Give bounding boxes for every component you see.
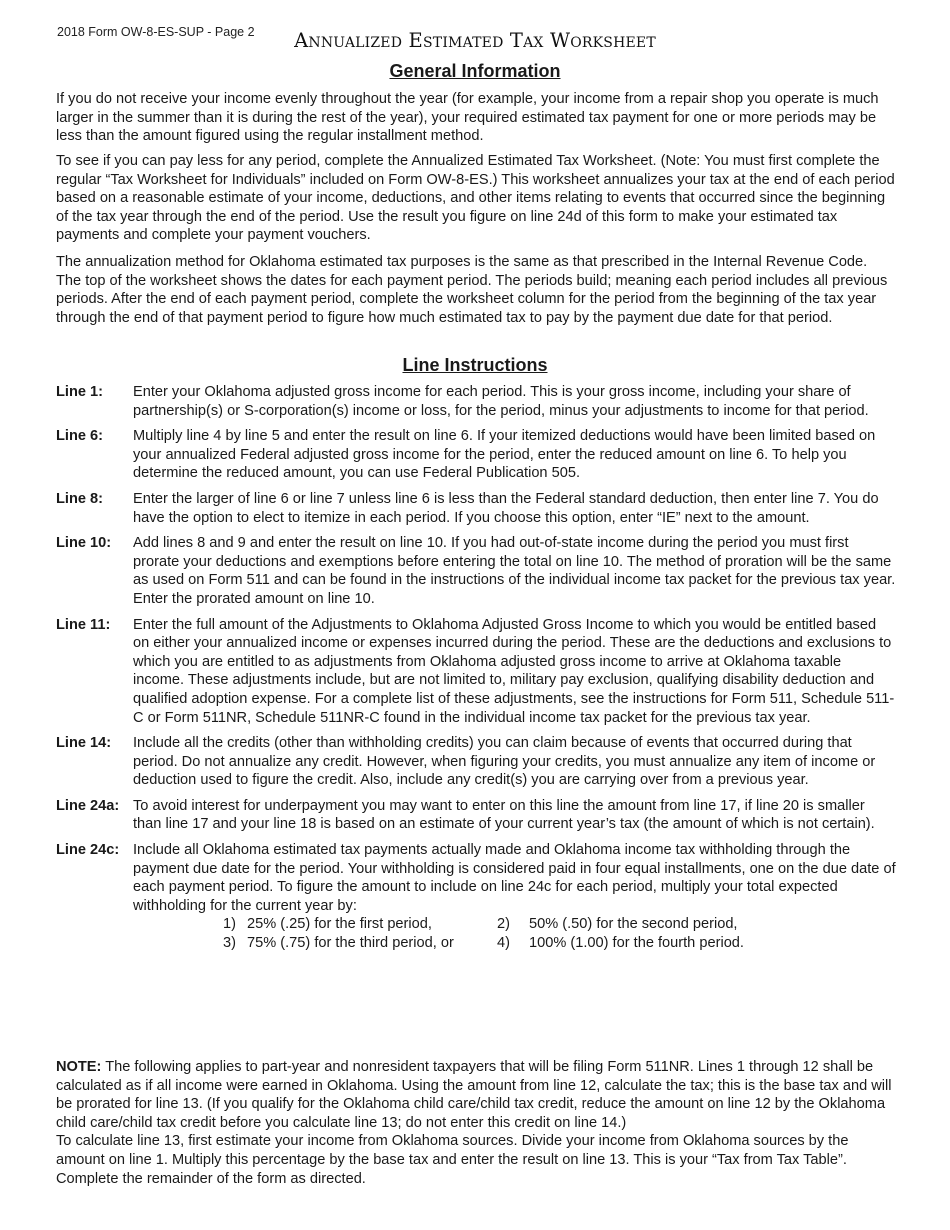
general-paragraph-3: The annualization method for Oklahoma estimated tax purposes is the same as that prescribed in the Internal Revenue Code. The top of the worksheet shows the dates for each payment period. The periods build; meaning each period includes all previous periods. After the end of each payment period, complete the worksheet column for the period from the beginning of the tax year through the end of that payment period to figure how much estimated tax to pay by the payment due date for that period. [56, 254, 888, 326]
line-text: Multiply line 4 by line 5 and enter the result on line 6. If your itemized deductions would have been limited based on your annualized Federal adjusted gross income for the period, enter the reduced amount on line 6. To help you determine the reduced amount, you can use Federal Publication 505. [133, 428, 876, 482]
line-label: Line 24c: [56, 842, 120, 859]
line-instruction-item [56, 383, 896, 420]
line-text-with-percentages [133, 841, 896, 953]
line-label: Line 11: [56, 616, 111, 633]
note-text: The following applies to part-year and nonresident taxpayers that will be filing Form 511NR. Lines 1 through 12 shall be calculated as if all income were earned in Oklahoma. Using the amount from line 12, calculate the tax; this is the base tax and will be prorated for line 13. (If you qualify for the Oklahoma child care/child tax credit, reduce the amount on line 12 by the Oklahoma child care/child tax credit before you calculate line 13; do not enter this credit on line 14.) [56, 1059, 892, 1131]
line-instruction-item [56, 797, 896, 834]
percentage-text: 75% (.75) for the third period, or [247, 935, 454, 952]
percentage-number: 3) [223, 935, 236, 952]
withholding-percentage-list [223, 915, 896, 952]
line-instruction-item [56, 490, 896, 527]
line-label: Line 8: [56, 490, 104, 507]
percentage-text: 100% (1.00) for the fourth period. [529, 935, 744, 952]
line-text: Include all Oklahoma estimated tax payments actually made and Oklahoma income tax withholding through the payment due date for the period. Your withholding is considered paid in four equal installments, one on the due date of each payment period. To figure the amount to include on line 24c for each period, multiply your total expected withholding for the current year by: [133, 842, 896, 914]
line-instructions-heading: Line Instructions [402, 355, 548, 375]
line-label: Line 6: [56, 428, 104, 445]
line-label: Line 10: [56, 535, 112, 552]
line-instruction-item [56, 841, 896, 953]
line-instruction-item [56, 734, 896, 790]
page-title: Annualized Estimated Tax Worksheet [294, 29, 656, 52]
line-instruction-item [56, 616, 896, 728]
note-label: NOTE: [56, 1059, 102, 1075]
line-text: Include all the credits (other than withholding credits) you can claim because of events that occurred during that period. Do not annualize any credit. However, when figuring your credits, you must annualize any item of income or deduction used to figure the credit. Also, include any credit(s) you are carrying over from a previous year. [133, 735, 876, 789]
general-paragraph-1: If you do not receive your income evenly throughout the year (for example, your income from a repair shop you operate is much larger in the summer than it is during the rest of the year), your required estimated tax payment for one or more periods may be less than the amount figured using the regular installment method. [56, 91, 879, 145]
line-instructions-list [56, 383, 896, 960]
percentage-number: 4) [497, 935, 510, 952]
line-instruction-item [56, 427, 896, 483]
line-text: Enter the full amount of the Adjustments to Oklahoma Adjusted Gross Income to which you would be entitled based on either your annualized income or expenses incurred during the period. These are the deductions and exclusions to which you are entitled to as adjustments from Oklahoma adjusted gross income to arrive at Oklahoma taxable income. These adjustments include, but are not limited to, military pay exclusion, qualifying disability deduction and qualified adoption expense. For a complete list of these adjustments, see the instructions for Form 511, Schedule 511-C or Form 511NR, Schedule 511NR-C found in the individual income tax packet for the previous tax year. [133, 616, 895, 726]
line-text: Add lines 8 and 9 and enter the result on line 10. If you had out-of-state income during the period you must first prorate your deductions and exemptions before entering the total on line 10. The method of proration will be the same as used on Form 511 and can be found in the instructions of the individual income tax packet for the previous tax year. Enter the prorated amount on line 10. [133, 535, 896, 607]
line-text: Enter the larger of line 6 or line 7 unless line 6 is less than the Federal standard deduction, then enter line 7. You do have the option to elect to itemize in each period. If you choose this option, enter “IE” next to the amount. [133, 490, 879, 526]
note-paragraph [56, 1058, 896, 1188]
line-label: Line 14: [56, 735, 112, 752]
percentage-number: 1) [223, 916, 236, 933]
general-paragraph-2: To see if you can pay less for any period, complete the Annualized Estimated Tax Worksheet. (Note: You must first complete the regular “Tax Worksheet for Individuals” included on Form OW-8-ES.) This worksheet annualizes your tax at the end of each period based on a reasonable estimate of your income, deductions, and other items relating to events that occurred since the beginning of the tax year through the end of the period. Use the result you figure on line 24d of this form to make your estimated tax payments and complete your payment vouchers. [56, 153, 895, 244]
percentage-number: 2) [497, 916, 510, 933]
percentage-text: 25% (.25) for the first period, [247, 916, 432, 933]
percentage-text: 50% (.50) for the second period, [529, 916, 738, 933]
line-label: Line 24a: [56, 797, 120, 814]
general-information-heading: General Information [389, 61, 561, 81]
line-text: Enter your Oklahoma adjusted gross income for each period. This is your gross income, including your share of partnership(s) or S-corporation(s) income or loss, for the period, minus your adjustments to income for that period. [133, 384, 869, 419]
line-label: Line 1: [56, 384, 104, 400]
line-instruction-item [56, 534, 896, 608]
line-text: To avoid interest for underpayment you may want to enter on this line the amount from line 17, if line 20 is smaller than line 17 and your line 18 is based on an estimate of your current year’s tax (the amount of which is not certain). [133, 797, 875, 833]
form-identifier: 2018 Form OW-8-ES-SUP - Page 2 [57, 25, 255, 39]
note-text-continued: To calculate line 13, first estimate your income from Oklahoma sources. Divide your income from Oklahoma sources by the amount on line 1. Multiply this percentage by the base tax and enter the result on line 13. This is your “Tax from Tax Table”. Complete the remainder of the form as directed. [56, 1133, 849, 1187]
